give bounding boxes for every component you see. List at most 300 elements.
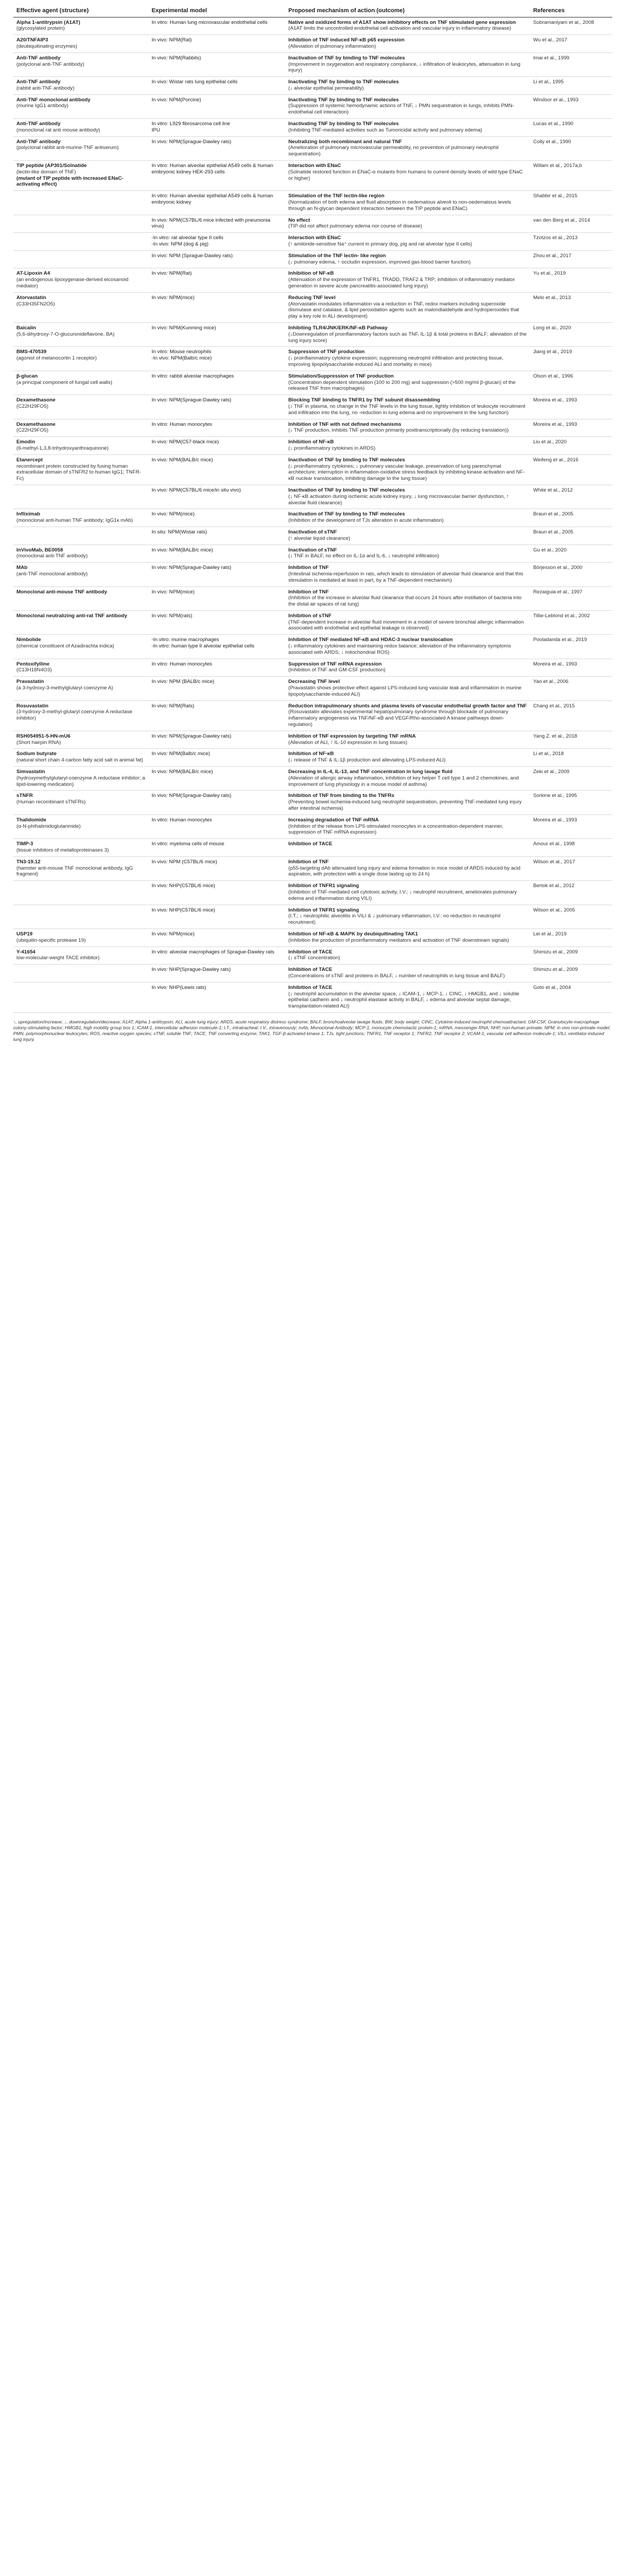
cell-agent <box>13 233 148 251</box>
mechanism-outcome: (↓ alveolar epithelial permeability) <box>288 85 364 91</box>
mechanism-outcome: (Inhibition of TNF-mediated cell cytotoxic activity, I.V.; ↓ neutrophil recruitment, ameliorates pulmonary edema and inflammation during VILI) <box>288 889 517 901</box>
mechanism-title: Stimulation of the TNF lectin- like region <box>288 252 386 259</box>
cell-agent <box>13 485 148 509</box>
cell-agent <box>13 586 148 610</box>
table-row <box>13 767 612 791</box>
cell-mechanism <box>285 77 530 95</box>
cell-reference: Willam et al., 2017a,b <box>530 161 612 191</box>
table-row <box>13 700 612 731</box>
cell-model: In vivo: NPM(Rats) <box>148 700 285 731</box>
agent-structure: (monoclonal rat anti mouse antibody) <box>16 127 100 133</box>
mechanism-outcome: (Concentrations of sTNF and proteins in BALF, ↓ number of neutrophils in lung tissue and BALF) <box>288 972 505 979</box>
cell-model: In vivo: NPM (BALB/c mice) <box>148 677 285 700</box>
mechanism-outcome: (A1AT limits the uncontrolled endothelial cell activation and vascular injury in inflammatory disease) <box>288 25 511 32</box>
table-row <box>13 731 612 749</box>
mechanism-title: Inhibition of TNF <box>288 858 329 865</box>
cell-agent <box>13 839 148 857</box>
cell-model: In vivo: NHP(Sprague-Dawley rats) <box>148 965 285 983</box>
cell-reference: Gu et al., 2020 <box>530 545 612 563</box>
cell-agent <box>13 856 148 880</box>
cell-mechanism <box>285 839 530 857</box>
agent-structure: recombinant protein constructed by fusing human extracellular domain of sTNFR2 to human IgG1; TNFR-Fc) <box>16 463 141 482</box>
mechanism-outcome: (↓ TNF in BALF, no effect on IL-1α and IL-6, ↓ neutrophil infiltration) <box>288 553 439 559</box>
document-page <box>13 0 623 1043</box>
cell-model: In vivo: NPM (C57BL/6 mice) <box>148 856 285 880</box>
cell-mechanism <box>285 94 530 118</box>
mechanism-outcome: (Pravastatin shows protective effect against LPS-induced lung vascular leak and inflammation in murine lipopolysaccharide-induced ALI) <box>288 685 522 697</box>
mechanism-outcome: (↓ pulmonary edema, ↑ occludin expression, improved gas-blood barrier function) <box>288 259 471 265</box>
cell-agent <box>13 119 148 137</box>
cell-agent <box>13 767 148 791</box>
mechanism-title: No effect <box>288 217 311 223</box>
cell-agent <box>13 52 148 76</box>
table-row <box>13 905 612 928</box>
cell-reference: Yang Z. et al., 2018 <box>530 731 612 749</box>
mechanism-title: Inhibition of TNF <box>288 565 329 571</box>
agent-name: RSH054951-5-HN-mU6 <box>16 733 70 739</box>
table-row <box>13 17 612 35</box>
table-row <box>13 437 612 455</box>
agent-name: TN3-19.12 <box>16 858 41 865</box>
agent-name: Anti-TNF antibody <box>16 79 61 85</box>
mechanism-title: Inactivating TNF by binding to TNF molecules <box>288 97 399 103</box>
agent-structure: (deubiquitinating enzymes) <box>16 43 77 49</box>
cell-agent <box>13 250 148 268</box>
mechanism-outcome: (Preventing bowel ischemia-induced lung neutrophil sequestration, preventing TNF-mediated lung injury after intestinal ischemia) <box>288 799 522 812</box>
table-row <box>13 586 612 610</box>
cell-reference: Wu et al., 2017 <box>530 35 612 53</box>
cell-reference: Moreira et al., 1993 <box>530 395 612 419</box>
cell-agent <box>13 347 148 371</box>
cell-agent <box>13 323 148 347</box>
agent-structure: (monoclonal anti-human TNF antibody; IgG1κ mAb) <box>16 518 133 524</box>
mechanism-outcome: (p55-targeting dAb attenuated lung injury and edema formation in mice model of ARDS induced by acid aspiration, with protection with a single dose lasting up to 24 h) <box>288 865 520 878</box>
cell-agent <box>13 509 148 527</box>
agent-name: InVivoMab, BE0058 <box>16 547 63 553</box>
mechanism-outcome: (↓ neutrophil accumulation in the alveolar space, ↓ ICAM-1, ↓ MCP-1, ↓ CINC, ↓ HMGB1, and ↓ soluble epithelial cadherin and ↓ neutrophil elastase activity in BALF, ↓ edema and alveolar septal damage, transplantation-related ALI) <box>288 991 519 1010</box>
cell-model: In vitro: myeloma cells of mouse <box>148 839 285 857</box>
cell-model: In vitro: Human monocytes <box>148 419 285 437</box>
cell-model: In vitro: rabbit alveolar macrophages <box>148 371 285 395</box>
table-row <box>13 485 612 509</box>
table-row <box>13 215 612 233</box>
cell-mechanism <box>285 161 530 191</box>
agent-name: Dexamethasone <box>16 397 56 404</box>
cell-agent <box>13 791 148 814</box>
tnf-inhibitors-table <box>13 5 612 1013</box>
agent-name: Simvastatin <box>16 769 45 775</box>
cell-mechanism <box>285 982 530 1012</box>
cell-mechanism <box>285 509 530 527</box>
mechanism-outcome: (Alleviation of allergic airway inflammation, inhibition of key helper T cell type 1 and 2 chemokines, and improvement of lung physiology in a mouse model of asthma) <box>288 775 519 787</box>
cell-reference: Tillie-Leblond et al., 2002 <box>530 610 612 634</box>
cell-model: In vitro: Mouse neutrophils -In vivo: NPM(Balb/c mice) <box>148 347 285 371</box>
header-agent: Effective agent (structure) <box>13 5 148 17</box>
mechanism-outcome: (TNF-dependent increase in alveolar fluid movement in a model of severe bronchial allergic inflammation associated with endothelial and epithelial leakage is observed) <box>288 619 524 632</box>
cell-agent <box>13 610 148 634</box>
agent-name: BMS-470539 <box>16 349 47 355</box>
mechanism-outcome: (Inhibition of the release from LPS-stimulated monocytes in a concentration-dependent manner, suppression of TNF mRNA expression) <box>288 823 504 836</box>
agent-structure: (hydroxymethylglutaryl-coenzyme A reductase inhibitor; a lipid-lowering medication) <box>16 775 145 787</box>
agent-name: TIMP-3 <box>16 841 33 847</box>
agent-variant: (mutant of TIP peptide with increased ENaC-activating effect) <box>16 175 123 188</box>
cell-reference: White et al., 2012 <box>530 485 612 509</box>
mechanism-title: Inactivation of TNF by binding to TNF molecules <box>288 457 405 463</box>
agent-name: Y-41654 <box>16 949 36 955</box>
mechanism-outcome: (↓ proinflammatory cytokines; ↓ pulmonary vascular leakage, preservation of lung parenchymal architecture; interruption in inflammation-oxidative stress feedback by inhibiting kinase activation and NF-κB nuclear translocation, inhibiting damage to the lung tissue) <box>288 463 525 482</box>
agent-name: Pravastatin <box>16 679 44 685</box>
table-row <box>13 509 612 527</box>
cell-mechanism <box>285 250 530 268</box>
cell-model: In vitro: Human monocytes <box>148 659 285 677</box>
cell-model: In vivo: NPM(Sprague-Dawley rats) <box>148 791 285 814</box>
agent-name: AT-Lipoxin A4 <box>16 270 50 277</box>
cell-agent <box>13 437 148 455</box>
agent-structure: (polyclonal rabbit anti-murine-TNF antiserum) <box>16 145 119 151</box>
cell-mechanism <box>285 881 530 905</box>
mechanism-title: Suppression of TNF mRNA expression <box>288 661 382 667</box>
agent-name: Pentoxifylline <box>16 661 50 667</box>
agent-structure: (C22H29FO5) <box>16 403 49 409</box>
cell-mechanism <box>285 371 530 395</box>
mechanism-title: Inhibition of TNFR1 signaling <box>288 883 359 889</box>
cell-agent <box>13 635 148 659</box>
mechanism-title: Inactivating TNF by binding to TNF molecules <box>288 121 399 127</box>
table-row <box>13 947 612 965</box>
mechanism-title: Decreasing TNF level <box>288 679 340 685</box>
agent-name: A20/TNFAIP3 <box>16 37 48 43</box>
agent-structure: (monoclonal anti-TNF antibody) <box>16 553 88 559</box>
cell-mechanism <box>285 965 530 983</box>
cell-model: In vitro: L929 fibrosarcoma cell line IPU <box>148 119 285 137</box>
mechanism-title: Inhibition of TNF from binding to the TNFRs <box>288 793 394 799</box>
cell-reference: Braun et al., 2005 <box>530 527 612 545</box>
cell-reference: Goto et al., 2004 <box>530 982 612 1012</box>
cell-reference: Zeki et al., 2009 <box>530 767 612 791</box>
mechanism-title: Inhibiting TLR4/JNK/ERK/NF-κB Pathway <box>288 325 388 331</box>
agent-name: Alpha 1-antitrypsin (A1AT) <box>16 19 81 25</box>
table-row <box>13 347 612 371</box>
cell-reference: Lei et al., 2019 <box>530 928 612 947</box>
cell-model: In vivo: NHP(C57BL/6 mice) <box>148 905 285 928</box>
agent-name: β-glucan <box>16 373 38 379</box>
cell-mechanism <box>285 119 530 137</box>
cell-model: In vivo: NPM(BALB/c mice) <box>148 767 285 791</box>
cell-mechanism <box>285 35 530 53</box>
mechanism-title: Inhibition of NF-κB <box>288 751 334 757</box>
header-model: Experimental model <box>148 5 285 17</box>
cell-mechanism <box>285 215 530 233</box>
cell-mechanism <box>285 767 530 791</box>
agent-structure: (tissue inhibitors of metalloproteinases 3) <box>16 847 109 853</box>
mechanism-outcome: (Inhibition of the development of TJs alteration in acute inflammation) <box>288 518 444 524</box>
mechanism-outcome: (↓ release of TNF & IL-1β production and alleviating LPS-induced ALI) <box>288 757 446 764</box>
mechanism-outcome: (Alleviation of pulmonary inflammation) <box>288 43 376 49</box>
agent-structure: (agonist of melanocortin 1 receptor) <box>16 355 97 362</box>
agent-structure: (a 3-hydroxy-3-methylglutaryl coenzyme A) <box>16 685 113 691</box>
cell-model: In vivo: NPM(Rat) <box>148 35 285 53</box>
cell-mechanism <box>285 563 530 586</box>
cell-mechanism <box>285 700 530 731</box>
agent-name: Etanercept <box>16 457 43 463</box>
table-row <box>13 610 612 634</box>
cell-model: In vivo: NPM(Sprague-Dawley rats) <box>148 563 285 586</box>
cell-reference: Liu et al., 2020 <box>530 437 612 455</box>
mechanism-title: Stimulation/Suppression of TNF production <box>288 373 394 379</box>
cell-mechanism <box>285 419 530 437</box>
cell-model: In vivo: NPM(Porcine) <box>148 94 285 118</box>
cell-mechanism <box>285 814 530 838</box>
cell-mechanism <box>285 527 530 545</box>
table-row <box>13 395 612 419</box>
mechanism-outcome: (↓ proinflammatory cytokines in ARDS) <box>288 445 376 451</box>
cell-model: In vivo: NPM(C57BL/6 mice infected with pneumonia virus) <box>148 215 285 233</box>
agent-structure: (chemical constituent of Azadirachta indica) <box>16 643 114 650</box>
table-row <box>13 77 612 95</box>
agent-structure: (α-N-phthalimidoglutarimide) <box>16 823 81 829</box>
agent-structure: (Short hairpin RNA) <box>16 739 61 746</box>
cell-mechanism <box>285 610 530 634</box>
mechanism-title: Inhibition of TNF with not defined mechanisms <box>288 421 402 427</box>
cell-agent <box>13 749 148 767</box>
agent-name: Anti-TNF antibody <box>16 138 61 145</box>
agent-structure: (anti-TNF monoclonal antibody) <box>16 571 88 577</box>
cell-reference: Shimizu et al., 2009 <box>530 947 612 965</box>
cell-reference: Windsor et al., 1993 <box>530 94 612 118</box>
agent-structure: (polyclonal anti-TNF antibody) <box>16 61 84 67</box>
cell-reference: Börjesson et al., 2000 <box>530 563 612 586</box>
mechanism-outcome: (↑ amiloride-sensitive Na⁺ current in primary dog, pig and rat alveolar type II cells) <box>288 241 472 248</box>
mechanism-title: Inhibition of TNFR1 signaling <box>288 907 359 913</box>
cell-mechanism <box>285 454 530 485</box>
mechanism-outcome: (↓ TNF production, inhibits TNF production primarily posttranscriptionally (by reducing translation)) <box>288 427 509 434</box>
cell-model: In situ: NPM(Wistar rats) <box>148 527 285 545</box>
mechanism-title: Decreasing in IL-4, IL-13, and TNF concentration in lung lavage fluid <box>288 769 453 775</box>
cell-model: In vivo: NPM(Rabbits) <box>148 52 285 76</box>
cell-agent <box>13 814 148 838</box>
header-mechanism: Proposed mechanism of action (outcome) <box>285 5 530 17</box>
table-row <box>13 856 612 880</box>
cell-model: In vivo: NPM(Sprague-Dawley rats) <box>148 731 285 749</box>
mechanism-title: Interaction with ENaC <box>288 163 341 169</box>
cell-model: In vivo: NPM(mice) <box>148 586 285 610</box>
mechanism-outcome: (Inhibition of TNF and GM-CSF production) <box>288 667 386 673</box>
cell-reference: Sorkine et al., 1995 <box>530 791 612 814</box>
cell-agent <box>13 454 148 485</box>
table-row <box>13 419 612 437</box>
mechanism-outcome: (Inhibition the production of proinflammatory mediators and activation of TNF downstream signals) <box>288 937 509 943</box>
cell-model: In vivo: NPM(Rat) <box>148 268 285 292</box>
agent-name: Dexamethasone <box>16 421 56 427</box>
agent-structure: low-molecular-weight TACE inhibitor) <box>16 955 100 961</box>
cell-reference: Wilson et al., 2005 <box>530 905 612 928</box>
agent-name: MAb <box>16 565 28 571</box>
agent-structure: (ubiquitin-specific protease 19) <box>16 937 86 943</box>
cell-mechanism <box>285 947 530 965</box>
cell-model: In vivo: NPM(BALB/c mice) <box>148 545 285 563</box>
cell-model: In vivo: NPM(mice) <box>148 928 285 947</box>
mechanism-title: Native and oxidized forms of A1AT show inhibitory effects on TNF stimulated gene expression <box>288 19 516 25</box>
mechanism-title: Inactivation of TNF by binding to TNF molecules <box>288 55 405 61</box>
mechanism-outcome: (↓ sTNF concentration) <box>288 955 340 961</box>
cell-reference: Imai et al., 1999 <box>530 52 612 76</box>
cell-agent <box>13 947 148 965</box>
table-row <box>13 635 612 659</box>
cell-mechanism <box>285 731 530 749</box>
cell-agent <box>13 659 148 677</box>
agent-name: TIP peptide (AP301/Solnatide <box>16 163 87 169</box>
mechanism-title: Neutralizing both recombinant and natural TNF <box>288 138 402 145</box>
agent-structure: (hamster anti-mouse TNF monoclonal antibody, IgG fragment) <box>16 865 133 878</box>
cell-agent <box>13 965 148 983</box>
cell-reference: Melo et al., 2013 <box>530 292 612 322</box>
agent-structure: (3-hydroxy-3-methyl-glutaryl coenzyme A reductase inhibitor) <box>16 709 132 722</box>
cell-reference: van den Berg et al., 2014 <box>530 215 612 233</box>
mechanism-title: Inhibition of sTNF <box>288 612 332 619</box>
cell-model: In vivo: NPM(C57-black mice) <box>148 437 285 455</box>
cell-mechanism <box>285 395 530 419</box>
cell-model: In vivo: NHP(C57BL/6 mice) <box>148 881 285 905</box>
mechanism-outcome: (Solnatide restored function in ENaC-α mutants from humans to current density levels of wild type ENaC or higher) <box>288 169 523 181</box>
cell-model: In vitro: Human alveolar epithelial A549 cells & human embryonic kidney <box>148 191 285 215</box>
mechanism-outcome: (↑ alveolar liquid clearance) <box>288 535 350 541</box>
mechanism-outcome: (↓ NF-κB activation during ischemic acute kidney injury, ↓ lung microvascular barrier dysfunction, ↑ alveolar fluid clearance) <box>288 493 509 506</box>
cell-reference: Pooladanda et al., 2019 <box>530 635 612 659</box>
agent-structure: (a principal component of fungal cell walls) <box>16 379 112 385</box>
agent-structure: (C22H29FO5) <box>16 427 49 434</box>
agent-name: Anti-TNF monoclonal antibody <box>16 97 91 103</box>
agent-structure: (Human recombinant sTNFRs) <box>16 799 86 805</box>
cell-mechanism <box>285 586 530 610</box>
cell-model: In vivo: NPM(mice) <box>148 509 285 527</box>
table-row <box>13 119 612 137</box>
mechanism-title: Inhibition of NF-κB <box>288 439 334 445</box>
mechanism-outcome: (↓ proinflammatory cytokine expression; suppressing neutrophil infiltration and protecting tissue, improving lipopolysaccharide-induced ALI and mortality in mice) <box>288 355 504 367</box>
table-row <box>13 545 612 563</box>
cell-mechanism <box>285 233 530 251</box>
cell-mechanism <box>285 635 530 659</box>
cell-reference: Jiang et al., 2019 <box>530 347 612 371</box>
cell-agent <box>13 268 148 292</box>
table-row <box>13 371 612 395</box>
cell-mechanism <box>285 323 530 347</box>
table-row <box>13 250 612 268</box>
cell-model: -In vitro: murine macrophages -In vitro: human type II alveolar epithelial cells <box>148 635 285 659</box>
mechanism-outcome: (Suppression of systemic hemodynamic actions of TNF, ↓ PMN sequestration in lungs, inhibits PMN-endothelial cell interaction) <box>288 103 514 116</box>
cell-reference: Amour et al., 1998 <box>530 839 612 857</box>
cell-model: In vivo: NPM(rats) <box>148 610 285 634</box>
table-footnote: ↑, upregulation/increase; ↓, downregulation/decrease; A1AT, Alpha 1-antitrypsin; ALI, acute lung injury; ARDS, acute respiratory distress syndrome; BALF, bronchoalveolar lavage fluids; BW, body weight; CINC, Cytokine-induced neutrophil chemoattractant; GM-CSF, Granulocyte-macrophage colony-stimulating factor; HMGB1, high mobility group box 1; ICAM-1, intercellular adhesion molecule-1; I.T., intratracheal; I.V., intravenously; mAb, Monoclonal Antibody; MCP-1, monocyte chemotactic protein-1; mRNA, messenger RNA; NHP, non-human primate; NPM, in vivo non-primate model; PMN, polymorphonuclear leukocytes; ROS, reactive oxygen species; sTNF, soluble TNF; TACE, TNF converting enzyme; TAK1, TGF-β-activated kinase 1; TJs, tight junctions; TNFR1, TNF receptor 1; TNFR2, TNF receptor 2; VCAM-1, vascular cell adhesion molecule-1; VILI, ventilator-induced lung injury. <box>13 1019 611 1042</box>
cell-mechanism <box>285 749 530 767</box>
cell-agent <box>13 928 148 947</box>
cell-mechanism <box>285 437 530 455</box>
mechanism-title: Inhibition of TNF <box>288 589 329 595</box>
mechanism-title: Inactivating TNF by binding to TNF molecules <box>288 79 399 85</box>
mechanism-title: Reducing TNF level <box>288 294 336 301</box>
cell-reference: Colly et al., 1990 <box>530 136 612 160</box>
cell-agent <box>13 136 148 160</box>
cell-agent <box>13 419 148 437</box>
table-row <box>13 881 612 905</box>
cell-mechanism <box>285 928 530 947</box>
cell-mechanism <box>285 17 530 35</box>
cell-agent <box>13 191 148 215</box>
table-header-row <box>13 5 612 17</box>
table-row <box>13 94 612 118</box>
mechanism-title: Inhibition of TNF mediated NF-κB and HDAC-3 nuclear translocation <box>288 637 453 643</box>
table-row <box>13 982 612 1012</box>
mechanism-title: Reduction intrapulmonary shunts and plasma levels of vascular endothelial growth factor and TNF <box>288 703 527 709</box>
mechanism-title: Inactivation of TNF by binding to TNF molecules <box>288 511 405 518</box>
cell-model: In vitro: Human monocytes <box>148 814 285 838</box>
cell-reference: Wilson et al., 2017 <box>530 856 612 880</box>
mechanism-outcome: (Alleviation of ALI, ↑ IL-10 expression in lung tissues) <box>288 739 408 746</box>
mechanism-title: Inhibition of TACE <box>288 841 332 847</box>
cell-mechanism <box>285 485 530 509</box>
cell-agent <box>13 35 148 53</box>
cell-reference: Moreira et al., 1993 <box>530 419 612 437</box>
mechanism-title: Inhibition of TACE <box>288 967 332 973</box>
cell-model: In vivo: NPM(Kunming mice) <box>148 323 285 347</box>
agent-name: USP19 <box>16 931 33 937</box>
cell-reference: Rezaiguia et al., 1997 <box>530 586 612 610</box>
table-row <box>13 52 612 76</box>
table-row <box>13 928 612 947</box>
table-row <box>13 791 612 814</box>
cell-model: -In vitro: rat alveolar type II cells -In vivo: NPM (dog & pig) <box>148 233 285 251</box>
cell-model: In vivo: NPM(mice) <box>148 292 285 322</box>
table-row <box>13 527 612 545</box>
agent-structure: (C33H35FN2O5) <box>16 301 55 307</box>
cell-agent <box>13 371 148 395</box>
agent-name: Emodin <box>16 439 36 445</box>
mechanism-title: Stimulation of the TNF lectin-like region <box>288 193 385 199</box>
cell-agent <box>13 215 148 233</box>
cell-agent <box>13 677 148 700</box>
agent-name: Sodium butyrate <box>16 751 57 757</box>
cell-reference: Shabbir et al., 2015 <box>530 191 612 215</box>
cell-model: In vivo: Wistar rats lung epithelial cells <box>148 77 285 95</box>
cell-reference: Bertok et al., 2012 <box>530 881 612 905</box>
agent-name: Atorvastatin <box>16 294 46 301</box>
mechanism-title: Blocking TNF binding to TNFR1 by TNF subunit disassembling <box>288 397 440 404</box>
agent-structure: (5,6-dihydroxy-7-O-glucuronideflavone, BA) <box>16 331 115 337</box>
table-body <box>13 17 612 1012</box>
cell-reference: Li et al., 1995 <box>530 77 612 95</box>
cell-model: In vivo: NPM(C57BL/6 mice/in situ vivo) <box>148 485 285 509</box>
agent-name: Anti-TNF antibody <box>16 55 61 61</box>
mechanism-title: Inhibition of TACE <box>288 984 332 991</box>
cell-agent <box>13 292 148 322</box>
table-row <box>13 814 612 838</box>
mechanism-title: Interaction with ENaC <box>288 235 341 241</box>
cell-mechanism <box>285 191 530 215</box>
cell-reference: Weifeng et al., 2016 <box>530 454 612 485</box>
cell-mechanism <box>285 791 530 814</box>
agent-structure: (lectin-like domain of TNF) <box>16 169 76 175</box>
table-row <box>13 233 612 251</box>
cell-mechanism <box>285 905 530 928</box>
table-row <box>13 323 612 347</box>
cell-reference: Yao et al., 2006 <box>530 677 612 700</box>
cell-reference: Yu et al., 2019 <box>530 268 612 292</box>
table-row <box>13 839 612 857</box>
cell-model: In vivo: NPM(Balb/c mice) <box>148 749 285 767</box>
mechanism-title: Inactivation of TNF by binding to TNF molecules <box>288 487 405 493</box>
mechanism-outcome: (Improvement in oxygenation and respiratory compliance, ↓ infiltration of leukocytes, attenuation in lung injury) <box>288 61 520 74</box>
agent-structure: (natural short chain 4-carbon fatty acid salt in animal fat) <box>16 757 143 764</box>
table-row <box>13 292 612 322</box>
